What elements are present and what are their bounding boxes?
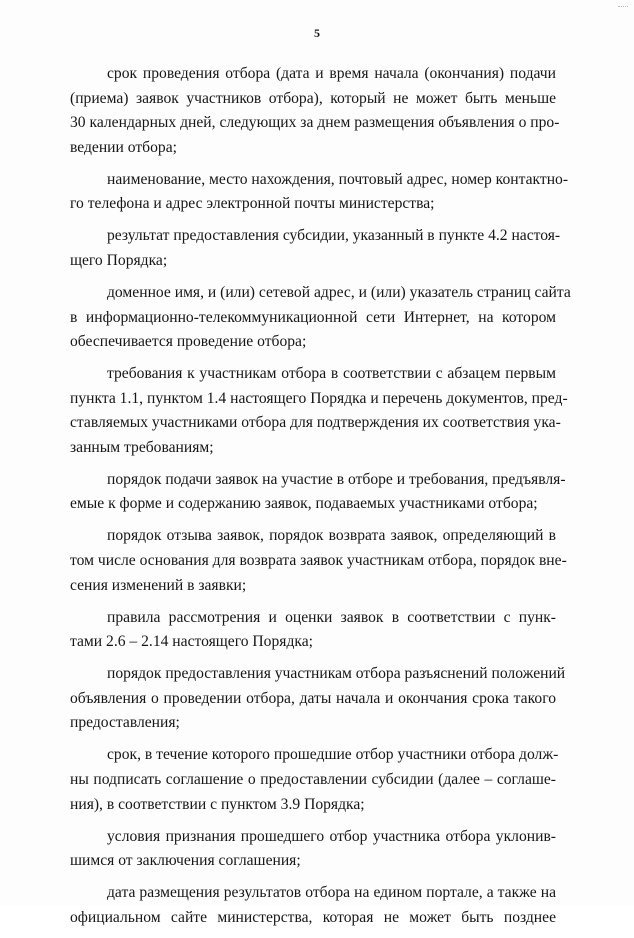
paragraph xyxy=(70,468,566,517)
paragraph xyxy=(70,606,556,655)
document-body xyxy=(70,62,571,938)
text-line: требования к участникам отбора в соответствии с абзацем первым xyxy=(107,365,556,383)
scan-artifact xyxy=(618,6,628,10)
text-line: занным требованиям; xyxy=(70,438,214,456)
paragraph xyxy=(70,62,560,160)
text-line: шимся от заключения соглашения; xyxy=(70,852,301,870)
text-line: срок проведения отбора (дата и время начала (окончания) подачи xyxy=(107,65,556,82)
text-line: го телефона и адрес электронной почты министерства; xyxy=(70,195,435,213)
text-line: дата размещения результатов отбора на едином портале, а также на xyxy=(107,884,556,902)
paragraph xyxy=(70,281,571,355)
text-line: сения изменений в заявки; xyxy=(70,576,247,594)
paragraph xyxy=(70,881,556,930)
text-line: ны подписать соглашение о предоставлении субсидии (далее – соглаше- xyxy=(70,770,556,788)
text-line: порядок отзыва заявок, порядок возврата заявок, определяющий в xyxy=(107,527,556,545)
text-line: (приема) заявок участников отбора), который не может быть меньше xyxy=(70,89,556,107)
text-line: условия признания прошедшего отбор участника отбора уклонив- xyxy=(107,827,556,845)
text-line: щего Порядка; xyxy=(70,251,168,269)
text-line: емые к форме и содержанию заявок, подаваемых участниками отбора; xyxy=(70,495,538,513)
text-line: тами 2.6 – 2.14 настоящего Порядка; xyxy=(70,633,313,651)
paragraph xyxy=(70,743,559,817)
paragraph xyxy=(70,224,561,273)
text-line: объявления о проведении отбора, даты начала и окончания срока такого xyxy=(70,689,556,707)
page-number: 5 xyxy=(314,26,320,40)
text-line: порядок подачи заявок на участие в отборе и требования, предъявля- xyxy=(107,470,566,488)
paragraph xyxy=(70,524,567,598)
text-line: результат предоставления субсидии, указанный в пункте 4.2 настоя- xyxy=(107,227,561,245)
text-line: официальном сайте министерства, которая не может быть позднее xyxy=(70,908,556,926)
text-line: ведении отбора; xyxy=(70,138,177,156)
text-line: обеспечивается проведение отбора; xyxy=(70,333,307,351)
text-line: ставляемых участниками отбора для подтверждения их соответствия ука- xyxy=(70,414,561,432)
text-line: пункта 1.1, пунктом 1.4 настоящего Порядка и перечень документов, пред- xyxy=(70,389,568,407)
text-line: срок, в течение которого прошедшие отбор участники отбора долж- xyxy=(107,746,559,764)
text-line: ния), в соответствии с пунктом 3.9 Порядка; xyxy=(70,795,365,813)
text-line: предоставления; xyxy=(70,714,180,732)
text-line: наименование, место нахождения, почтовый адрес, номер контактно- xyxy=(107,170,569,188)
paragraph xyxy=(70,662,566,736)
text-line: в информационно-телекоммуникационной сети Интернет, на котором xyxy=(70,308,556,326)
text-line: том числе основания для возврата заявок участникам отбора, порядок вне- xyxy=(70,552,567,570)
text-line: порядок предоставления участникам отбора разъяснений положений xyxy=(107,665,566,683)
paragraph xyxy=(70,168,569,217)
text-line: доменное имя, и (или) сетевой адрес, и (или) указатель страниц сайта xyxy=(107,283,571,301)
paragraph xyxy=(70,362,568,460)
text-line: правила рассмотрения и оценки заявок в соответствии с пунк- xyxy=(107,608,556,626)
text-line: 30 календарных дней, следующих за днем размещения объявления о про- xyxy=(70,114,560,132)
paragraph xyxy=(70,825,556,874)
